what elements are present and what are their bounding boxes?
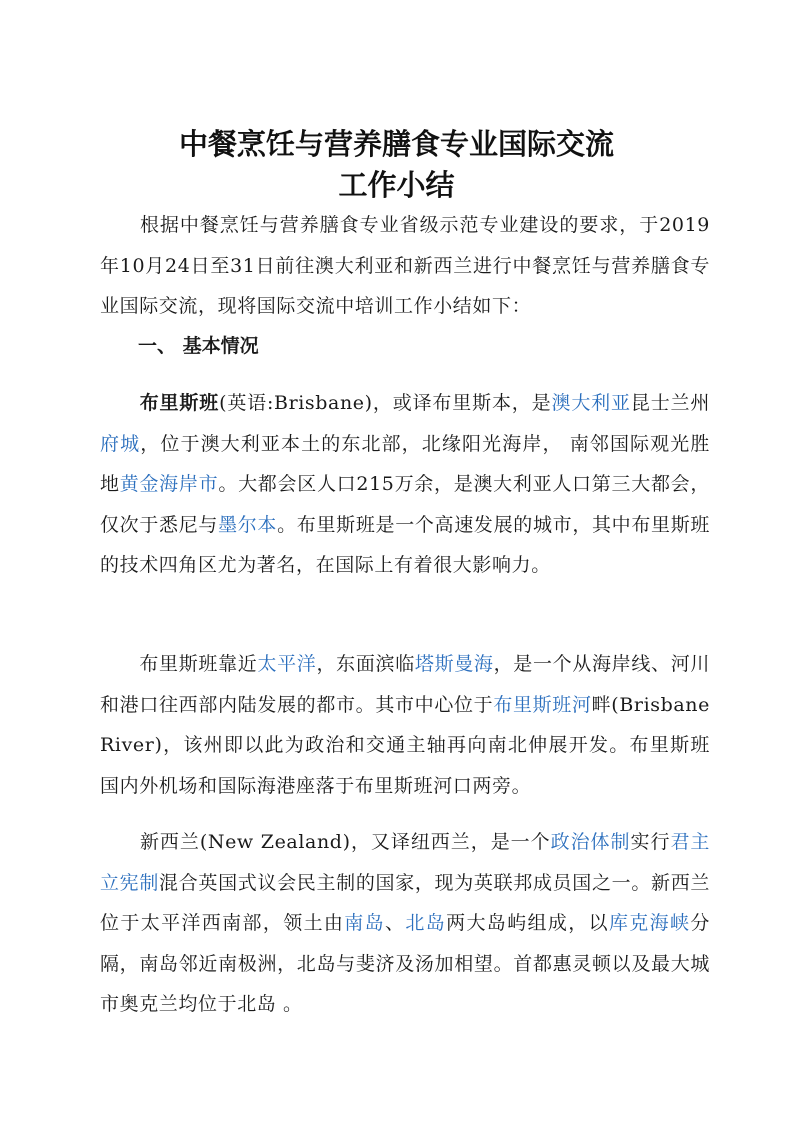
link-gold-coast[interactable]: 黄金海岸市 bbox=[119, 473, 219, 495]
text-segment: 。大都会区人口215万余，是澳大利亚人口第三大都会，仅次于悉尼与 bbox=[100, 473, 710, 536]
text-segment: ，位于澳大利亚本土的东北部，北缘阳光海岸， 南邻国际观光胜地 bbox=[100, 432, 710, 495]
text-segment: 、 bbox=[385, 912, 406, 934]
document-subtitle: 工作小结 bbox=[338, 168, 455, 202]
link-australia[interactable]: 澳大利亚 bbox=[551, 392, 631, 414]
section-heading-basic: 一、 基本情况 bbox=[138, 335, 259, 357]
document-title: 中餐烹饪与营养膳食专业国际交流 bbox=[178, 127, 614, 161]
text-segment: 新西兰(New Zealand)，又译纽西兰，是一个 bbox=[139, 831, 551, 853]
text-segment: 混合英国式议会民主制的国家，现为英联邦成员国之一。新西兰位于太平洋西南部，领土由 bbox=[100, 871, 710, 934]
link-brisbane-river[interactable]: 布里斯班河 bbox=[493, 693, 592, 716]
link-pacific-ocean[interactable]: 太平洋 bbox=[257, 653, 317, 675]
text-segment: 布里斯班靠近 bbox=[139, 653, 258, 675]
link-south-island[interactable]: 南岛 bbox=[344, 912, 386, 934]
paragraph-new-zealand bbox=[100, 822, 710, 1025]
text-segment: 分隔，南岛邻近南极洲，北岛与斐济及汤加相望。首都惠灵顿以及最大城市奥克兰均位于北岛 。 bbox=[100, 912, 710, 1015]
link-constitutional-monarchy[interactable]: 君主立宪制 bbox=[100, 831, 711, 894]
intro-paragraph: 根据中餐烹饪与营养膳食专业省级示范专业建设的要求，于2019年10月24日至31日前往澳大利亚和新西兰进行中餐烹饪与营养膳食专业国际交流，现将国际交流中培训工作小结如下： bbox=[100, 214, 710, 317]
paragraph-brisbane-geography bbox=[100, 644, 710, 806]
link-melbourne[interactable]: 墨尔本 bbox=[218, 513, 278, 536]
link-north-island[interactable]: 北岛 bbox=[405, 912, 447, 934]
text-segment: 两大岛屿组成，以 bbox=[446, 912, 609, 934]
link-cook-strait[interactable]: 库克海峡 bbox=[608, 912, 691, 934]
paragraph-brisbane bbox=[100, 383, 710, 586]
term-brisbane: 布里斯班 bbox=[139, 392, 220, 414]
text-segment: 实行 bbox=[630, 831, 671, 853]
link-tasman-sea[interactable]: 塔斯曼海 bbox=[414, 653, 494, 675]
text-segment: 。布里斯班是一个高速发展的城市，其中布里斯班的技术四角区尤为著名，在国际上有着很大影响力。 bbox=[100, 513, 710, 576]
text-segment: 昆士兰州 bbox=[630, 392, 710, 414]
link-capital[interactable]: 府城 bbox=[100, 432, 141, 455]
text-segment: ，是一个从海岸线、河川和港口往西部内陆发展的都市。其市中心位于 bbox=[100, 653, 710, 716]
link-political-system[interactable]: 政治体制 bbox=[550, 831, 631, 853]
text-segment: 畔(Brisbane River)，该州即以此为政治和交通主轴再向南北伸展开发。布里斯班国内外机场和国际海港座落于布里斯班河口两旁。 bbox=[100, 693, 710, 797]
text-segment: ，东面滨临 bbox=[316, 653, 415, 675]
text-segment: (英语:Brisbane)，或译布里斯本，是 bbox=[219, 392, 552, 414]
